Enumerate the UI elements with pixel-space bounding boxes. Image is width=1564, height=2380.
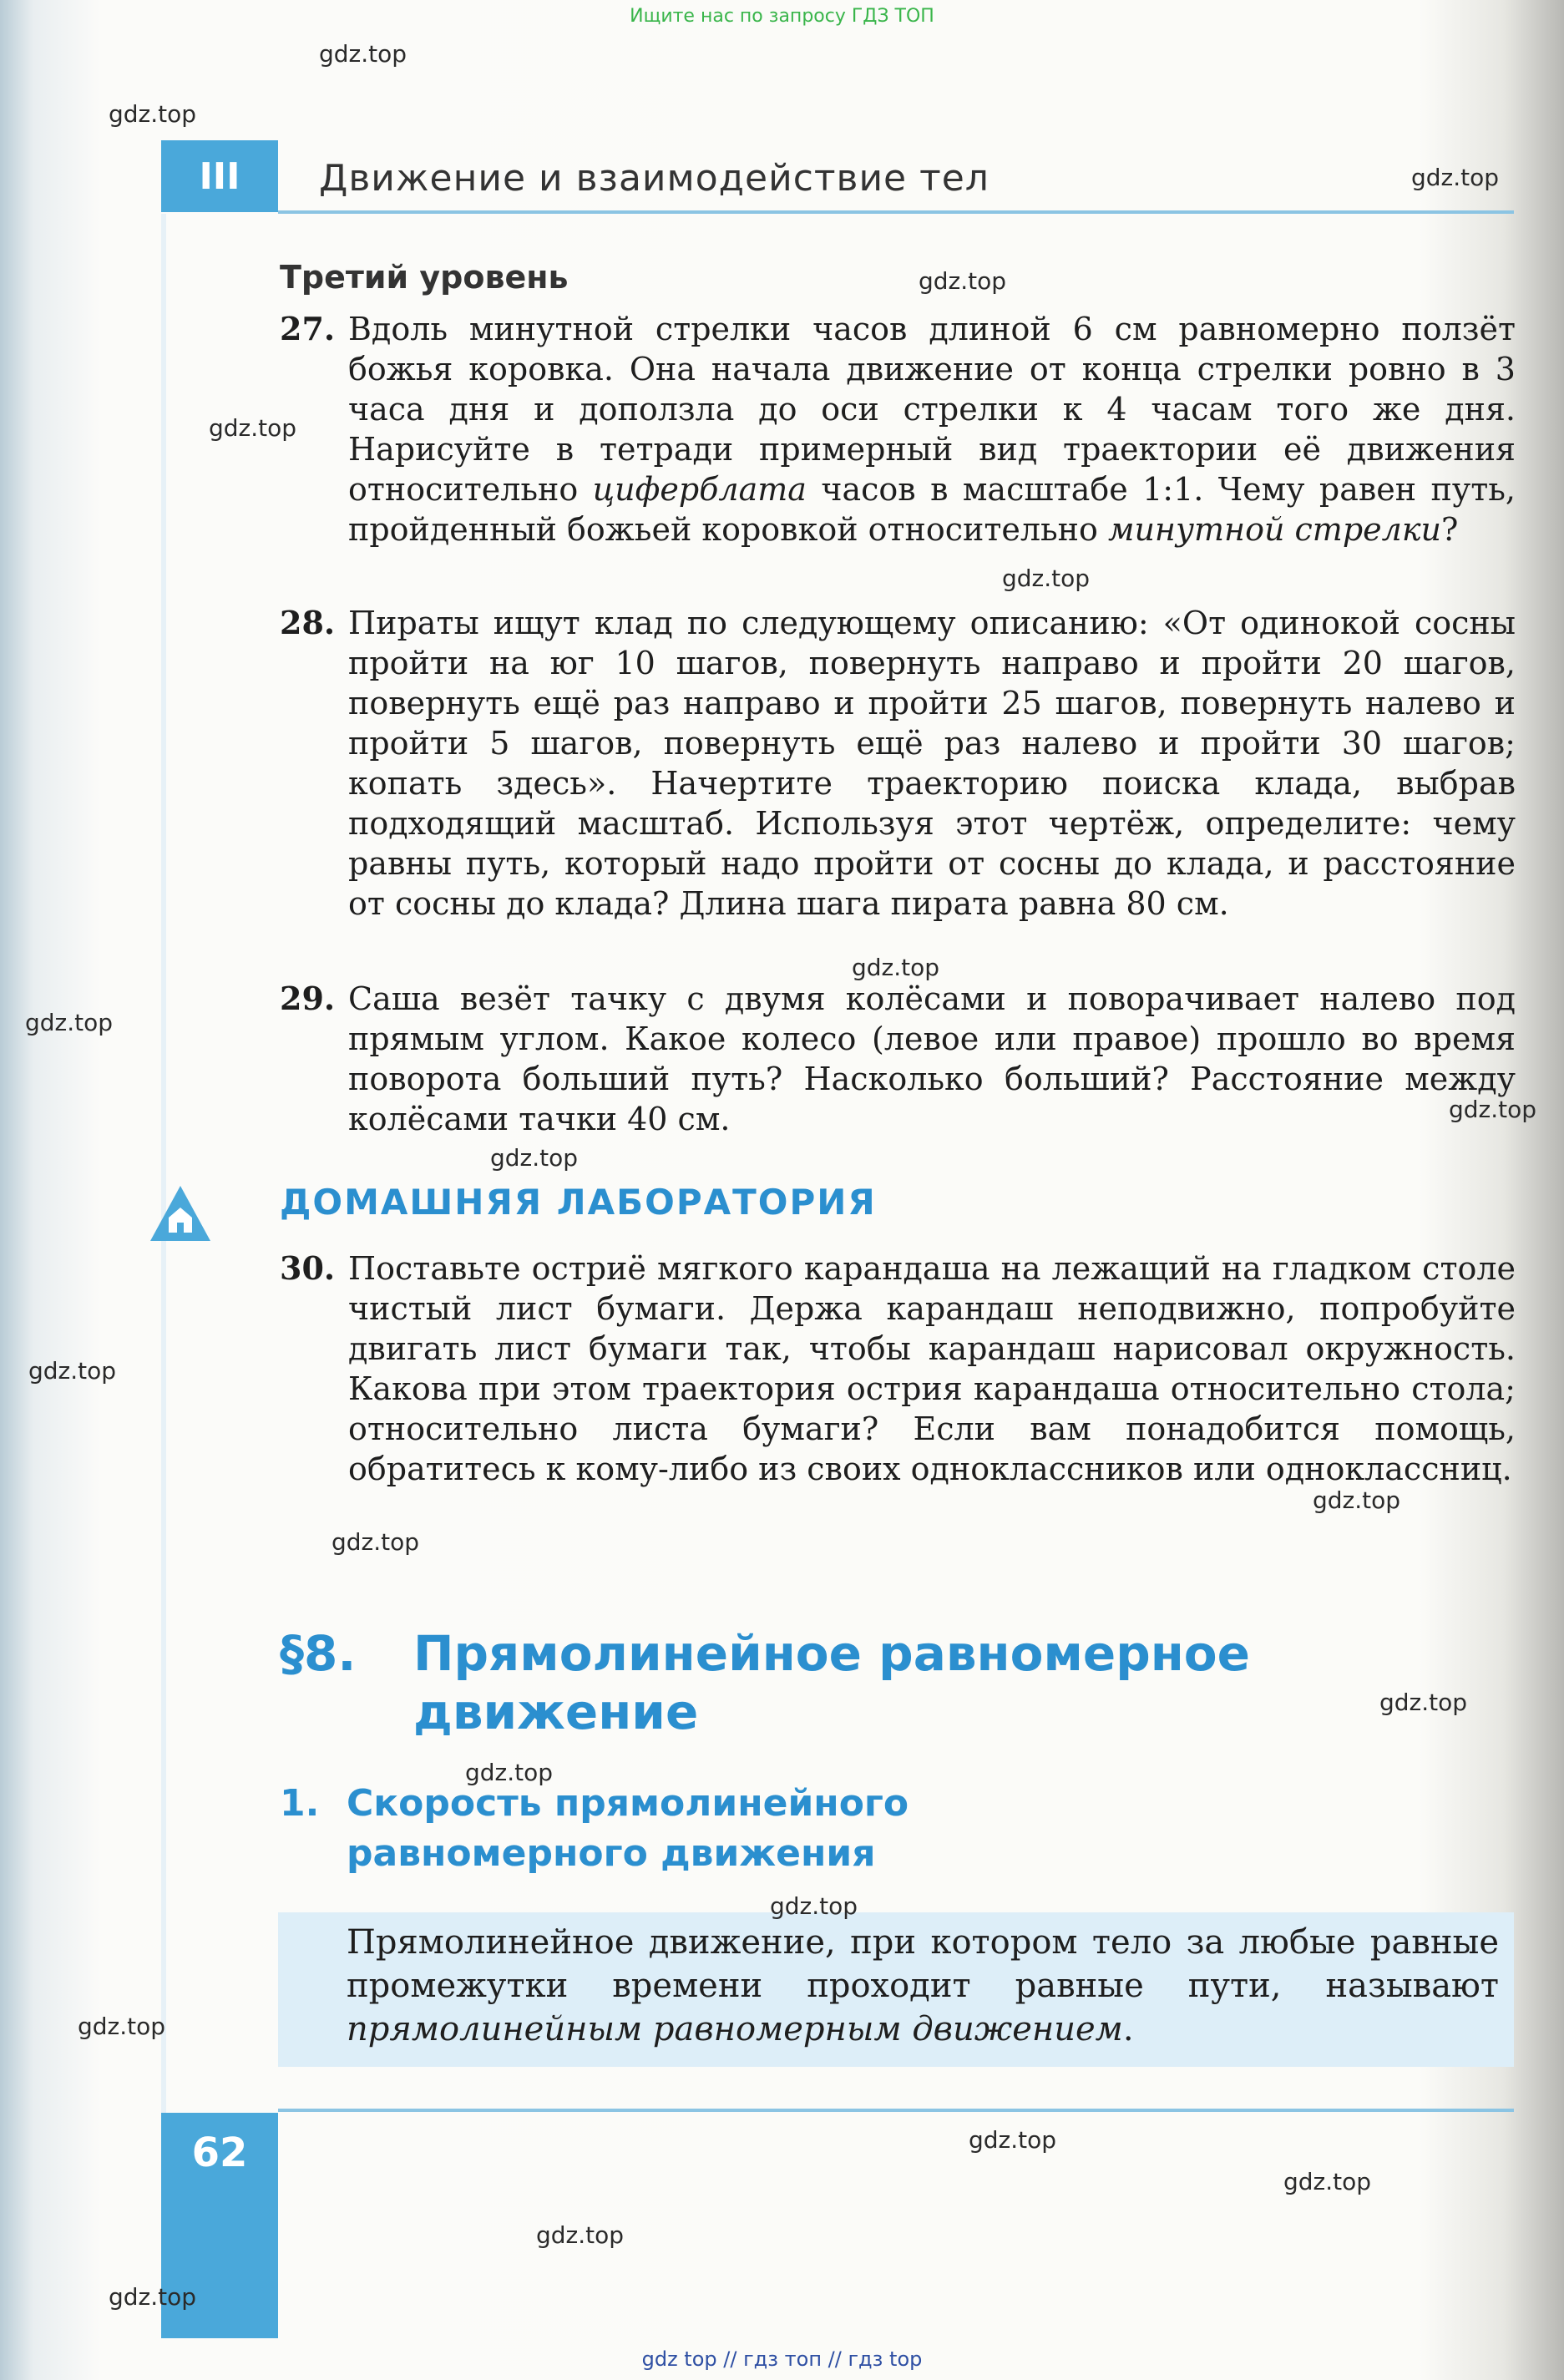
home-lab-title: ДОМАШНЯЯ ЛАБОРАТОРИЯ [280, 1182, 877, 1223]
watermark: gdz.top [969, 2126, 1057, 2154]
home-lab-icon [149, 1184, 212, 1243]
watermark: gdz.top [78, 2013, 166, 2040]
watermark: gdz.top [1449, 1096, 1537, 1123]
footer-divider [278, 2109, 1514, 2112]
watermark: gdz.top [536, 2221, 625, 2249]
top-banner[interactable]: Ищите нас по запросу ГДЗ ТОП [630, 6, 934, 27]
subsection-number: 1. [280, 1782, 320, 1825]
page-number: 62 [191, 2129, 248, 2176]
chapter-title: Движение и взаимодействие тел [319, 157, 990, 200]
problem-27 [280, 309, 1516, 549]
problem-text: Поставьте остриё мягкого карандаша на лежащий на гладком столе чистый лист бумаги. Держа карандаш неподвижно, попробуйте двигать лист бумаги так, чтобы карандаш нарисовал окружность. Какова при этом траектория острия карандаша относительно стола; относительно листа бумаги? Если вам понадобится помощь, обратитесь к кому-либо из своих одноклассников или одноклассниц. [348, 1250, 1516, 1487]
problem-28 [280, 603, 1516, 924]
watermark: gdz.top [209, 414, 297, 442]
paragraph-number: §8. [280, 1625, 357, 1682]
watermark: gdz.top [919, 267, 1007, 295]
watermark: gdz.top [28, 1357, 117, 1385]
watermark: gdz.top [1313, 1486, 1401, 1514]
subsection-title: Скорость прямолинейного равномерного движения [347, 1782, 909, 1875]
chapter-number: III [199, 154, 240, 198]
watermark: gdz.top [332, 1528, 420, 1556]
problem-30 [280, 1248, 1516, 1489]
problem-number: 30. [280, 1249, 336, 1287]
header-divider [278, 210, 1514, 214]
problem-text: Вдоль минутной стрелки часов длиной 6 см равномерно ползёт божья коровка. Она начала движение от конца стрелки ровно в 3 часа дня и доползла до оси стрелки к 4 часам того же дня. Нарисуйте в тетради примерный вид траектории её движения относительно циферблата часов в масштабе 1:1. Чему равен путь, пройденный божьей коровкой относительно минутной стрелки? [348, 311, 1516, 548]
watermark: gdz.top [770, 1892, 858, 1920]
problem-text: Пираты ищут клад по следующему описанию: «От одинокой сосны пройти на юг 10 шагов, повернуть направо и пройти 20 шагов, повернуть ещё раз направо и пройти 25 шагов, повернуть налево и пройти 5 шагов, повернуть ещё раз налево и пройти 30 шагов; копать здесь». Начертите траекторию поиска клада, выбрав подходящий масштаб. Используя этот чертёж, определите: чему равны путь, который надо пройти от сосны до клада, и расстояние от сосны до клада? Длина шага пирата равна 80 см. [348, 605, 1516, 922]
watermark: gdz.top [1283, 2168, 1372, 2195]
paragraph-heading [280, 1624, 1250, 1740]
watermark: gdz.top [852, 954, 940, 981]
paragraph-title: Прямолинейное равномерное движение [413, 1625, 1250, 1740]
watermark: gdz.top [109, 2283, 197, 2311]
watermark: gdz.top [1411, 164, 1500, 191]
problem-number: 28. [280, 604, 336, 641]
watermark: gdz.top [465, 1759, 554, 1786]
problem-number: 29. [280, 980, 336, 1017]
watermark: gdz.top [1002, 565, 1091, 592]
problem-number: 27. [280, 310, 336, 347]
problem-29 [280, 979, 1516, 1139]
watermark: gdz.top [490, 1144, 579, 1172]
margin-strip [161, 214, 166, 2113]
definition-text: Прямолинейное движение, при котором тело за любые равные промежутки времени проходит равные пути, называют прямолинейным равномерным движением. [347, 1923, 1499, 2048]
problem-text: Саша везёт тачку с двумя колёсами и поворачивает налево под прямым углом. Какое колесо (левое или правое) прошло во время поворота больший путь? Насколько больший? Расстояние между колёсами тачки 40 см. [348, 980, 1516, 1137]
watermark: gdz.top [1379, 1689, 1468, 1716]
section-label: Третий уровень [280, 259, 569, 296]
watermark: gdz.top [109, 100, 197, 128]
watermark: gdz.top [319, 40, 407, 68]
subsection-heading [280, 1779, 909, 1875]
watermark: gdz.top [25, 1009, 114, 1036]
bottom-banner[interactable]: gdz top // гдз топ // гдз top [641, 2347, 923, 2371]
